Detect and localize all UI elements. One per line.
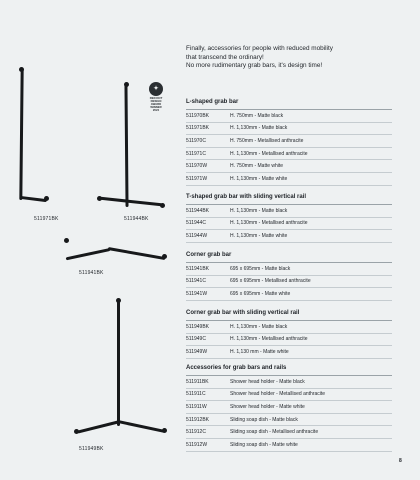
table-row: 511971C H. 1,130mm - Metallised anthracite	[186, 148, 392, 161]
table-row: 511941C 695 x 695mm - Metallised anthracite	[186, 276, 392, 289]
section-title: T-shaped grab bar with sliding vertical rail	[186, 193, 392, 205]
table-row: 511911BK Shower head holder - Matte black	[186, 376, 392, 389]
section-title: Corner grab bar with sliding vertical rail	[186, 309, 392, 321]
table-row: 511912C Sliding soap dish - Metallised anthracite	[186, 426, 392, 439]
table-row: 511971BK H. 1,130mm - Matte black	[186, 123, 392, 136]
table-row: 511949C H. 1,130mm - Metallised anthracite	[186, 334, 392, 347]
award-logo-icon: ✦	[149, 82, 163, 96]
table-row: 511970W H. 750mm - Matte white	[186, 160, 392, 173]
table-row: 511944C H. 1,130mm - Metallised anthracite	[186, 218, 392, 231]
award-badge-text: RED DOT DESIGN AWARD WINNER 2024	[149, 96, 163, 113]
section-title: Corner grab bar	[186, 251, 392, 263]
table-row: 511911C Shower head holder - Metallised anthracite	[186, 389, 392, 402]
section-l-shaped	[186, 98, 392, 186]
intro-text: Finally, accessories for people with reduced mobility that transcend the ordinary! No more rudimentary grab bars, it's design time!	[186, 45, 333, 70]
section-title: L-shaped grab bar	[186, 98, 392, 110]
product-ref-corner-sliding: 511949BK	[79, 446, 104, 452]
table-row: 511971W H. 1,130mm - Matte white	[186, 173, 392, 186]
table-row: 511944W H. 1,130mm - Matte white	[186, 230, 392, 243]
product-ref-t-bar: 511944BK	[124, 216, 149, 222]
award-badge	[148, 82, 164, 112]
table-row: 511970BK H. 750mm - Matte black	[186, 110, 392, 123]
section-corner-sliding	[186, 309, 392, 359]
section-t-shaped	[186, 193, 392, 243]
product-ref-l-bar: 511971BK	[34, 216, 59, 222]
table-row: 511941BK 695 x 695mm - Matte black	[186, 263, 392, 276]
table-row: 511944BK H. 1,130mm - Matte black	[186, 205, 392, 218]
section-title: Accessories for grab bars and rails	[186, 364, 392, 376]
table-row: 511912W Sliding soap dish - Matte white	[186, 439, 392, 452]
product-ref-corner-bar: 511941BK	[79, 270, 104, 276]
table-row: 511912BK Sliding soap dish - Matte black	[186, 414, 392, 427]
table-row: 511941W 695 x 695mm - Matte white	[186, 288, 392, 301]
page-number: 8	[399, 458, 402, 464]
section-corner	[186, 251, 392, 301]
table-row: 511949W H. 1,130 mm - Matte white	[186, 346, 392, 359]
table-row: 511949BK H. 1,130mm - Matte black	[186, 321, 392, 334]
table-row: 511911W Shower head holder - Matte white	[186, 401, 392, 414]
section-accessories	[186, 364, 392, 452]
table-row: 511970C H. 750mm - Metallised anthracite	[186, 135, 392, 148]
